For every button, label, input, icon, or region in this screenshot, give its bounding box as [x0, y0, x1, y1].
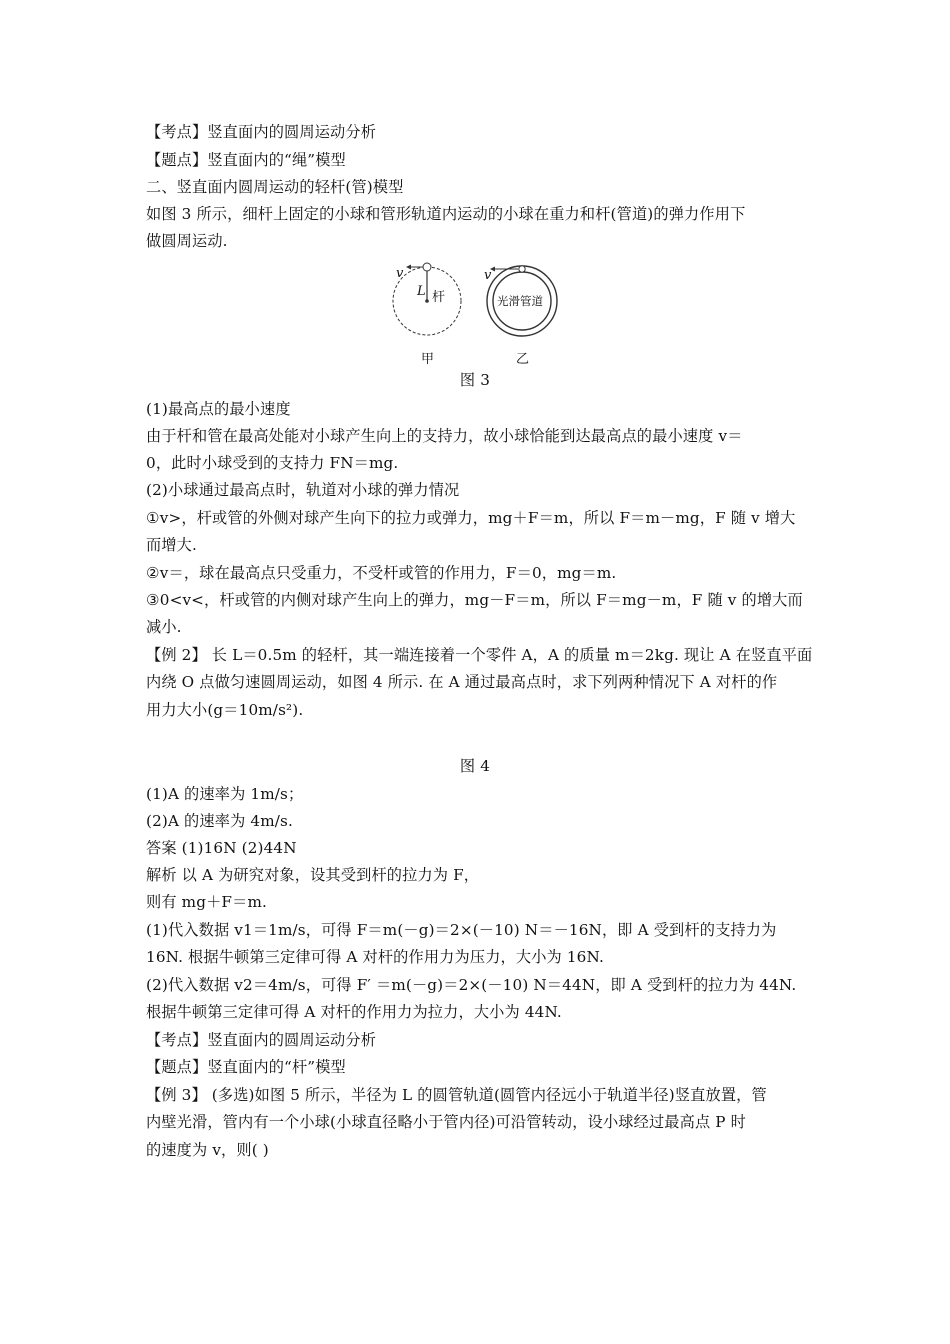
text-line: 内壁光滑，管内有一个小球(小球直径略小于管内径)可沿管转动，设小球经过最高点 P 时	[146, 1113, 746, 1131]
ball-icon	[423, 263, 431, 271]
text-line: 由于杆和管在最高处能对小球产生向上的支持力，故小球恰能到达最高点的最小速度 v＝	[146, 427, 743, 445]
text-line: ②v＝，球在最高点只受重力，不受杆或管的作用力，F＝0，mg＝m.	[146, 564, 617, 582]
text-line: (1)A 的速率为 1m/s；	[146, 785, 304, 803]
example-2: 【例 2】 长 L＝0.5m 的轻杆，其一端连接着一个零件 A，A 的质量 m＝2kg. 现让 A 在竖直平面	[146, 646, 813, 664]
section-heading: 二、竖直面内圆周运动的轻杆(管)模型	[146, 178, 404, 196]
text-line: 16N. 根据牛顿第三定律可得 A 对杆的作用力为压力，大小为 16N.	[146, 948, 604, 966]
figure-3-caption: 图 3	[459, 371, 491, 389]
text-line: (1)代入数据 v1＝1m/s，可得 F＝m(－g)＝2×(－10) N＝－16N，即 A 受到杆的支持力为	[146, 921, 777, 939]
left-sub-label: 甲	[421, 352, 435, 367]
right-sub-label: 乙	[516, 352, 530, 367]
text-line: ①v>，杆或管的外侧对球产生向下的拉力或弹力，mg＋F＝m，所以 F＝m－mg，F 随 v 增大	[146, 509, 796, 527]
text-line: (2)代入数据 v2＝4m/s，可得 F′ ＝m(－g)＝2×(－10) N＝44N，即 A 受到杆的拉力为 44N.	[146, 976, 797, 994]
text-line: ③0<v<，杆或管的内侧对球产生向上的弹力，mg－F＝m，所以 F＝mg－m，F 随 v 的增大而	[146, 591, 803, 609]
text-line: 【题点】竖直面内的“绳”模型	[146, 151, 346, 169]
text-line: (1)最高点的最小速度	[146, 400, 291, 418]
text-line: 做圆周运动.	[146, 232, 228, 250]
text-line: 根据牛顿第三定律可得 A 对杆的作用力为拉力，大小为 44N.	[146, 1003, 562, 1021]
analysis-line: 解析 以 A 为研究对象，设其受到杆的拉力为 F，	[146, 866, 480, 884]
example-3: 【例 3】 (多选)如图 5 所示，半径为 L 的圆管轨道(圆管内径远小于轨道半径)竖直放置，管	[146, 1086, 767, 1104]
center-point	[425, 299, 429, 303]
v-label: v	[484, 268, 492, 283]
text-line: 0，此时小球受到的支持力 FN＝mg.	[146, 454, 399, 472]
text-line: 的速度为 v，则( )	[146, 1141, 269, 1159]
figure-3-drawing	[380, 256, 580, 372]
text-line: 用力大小(g＝10m/s²).	[146, 701, 304, 719]
text-line: 内绕 O 点做匀速圆周运动，如图 4 所示. 在 A 通过最高点时，求下列两种情况下 A 对杆的作	[146, 673, 778, 691]
v-label: v	[396, 266, 404, 281]
text-line: 【题点】竖直面内的“杆”模型	[146, 1058, 346, 1076]
answer-line: 答案 (1)16N (2)44N	[146, 839, 297, 857]
text-line: 【考点】竖直面内的圆周运动分析	[146, 1031, 377, 1049]
text-line: 则有 mg＋F＝m.	[146, 893, 267, 911]
tube-label: 光滑管道	[497, 294, 543, 308]
text-line: (2)小球通过最高点时，轨道对小球的弹力情况	[146, 481, 460, 499]
figure-3	[380, 256, 580, 372]
arrowhead-icon	[406, 265, 411, 270]
text-line: 【考点】竖直面内的圆周运动分析	[146, 123, 377, 141]
figure-4-caption: 图 4	[459, 757, 491, 775]
text-line: (2)A 的速率为 4m/s.	[146, 812, 293, 830]
rod-label: 杆	[432, 290, 446, 305]
text-line: 如图 3 所示，细杆上固定的小球和管形轨道内运动的小球在重力和杆(管道)的弹力作用下	[146, 205, 746, 223]
text-line: 而增大.	[146, 536, 197, 554]
ball-icon	[519, 266, 525, 272]
text-line: 减小.	[146, 618, 182, 636]
L-label: L	[417, 284, 426, 299]
